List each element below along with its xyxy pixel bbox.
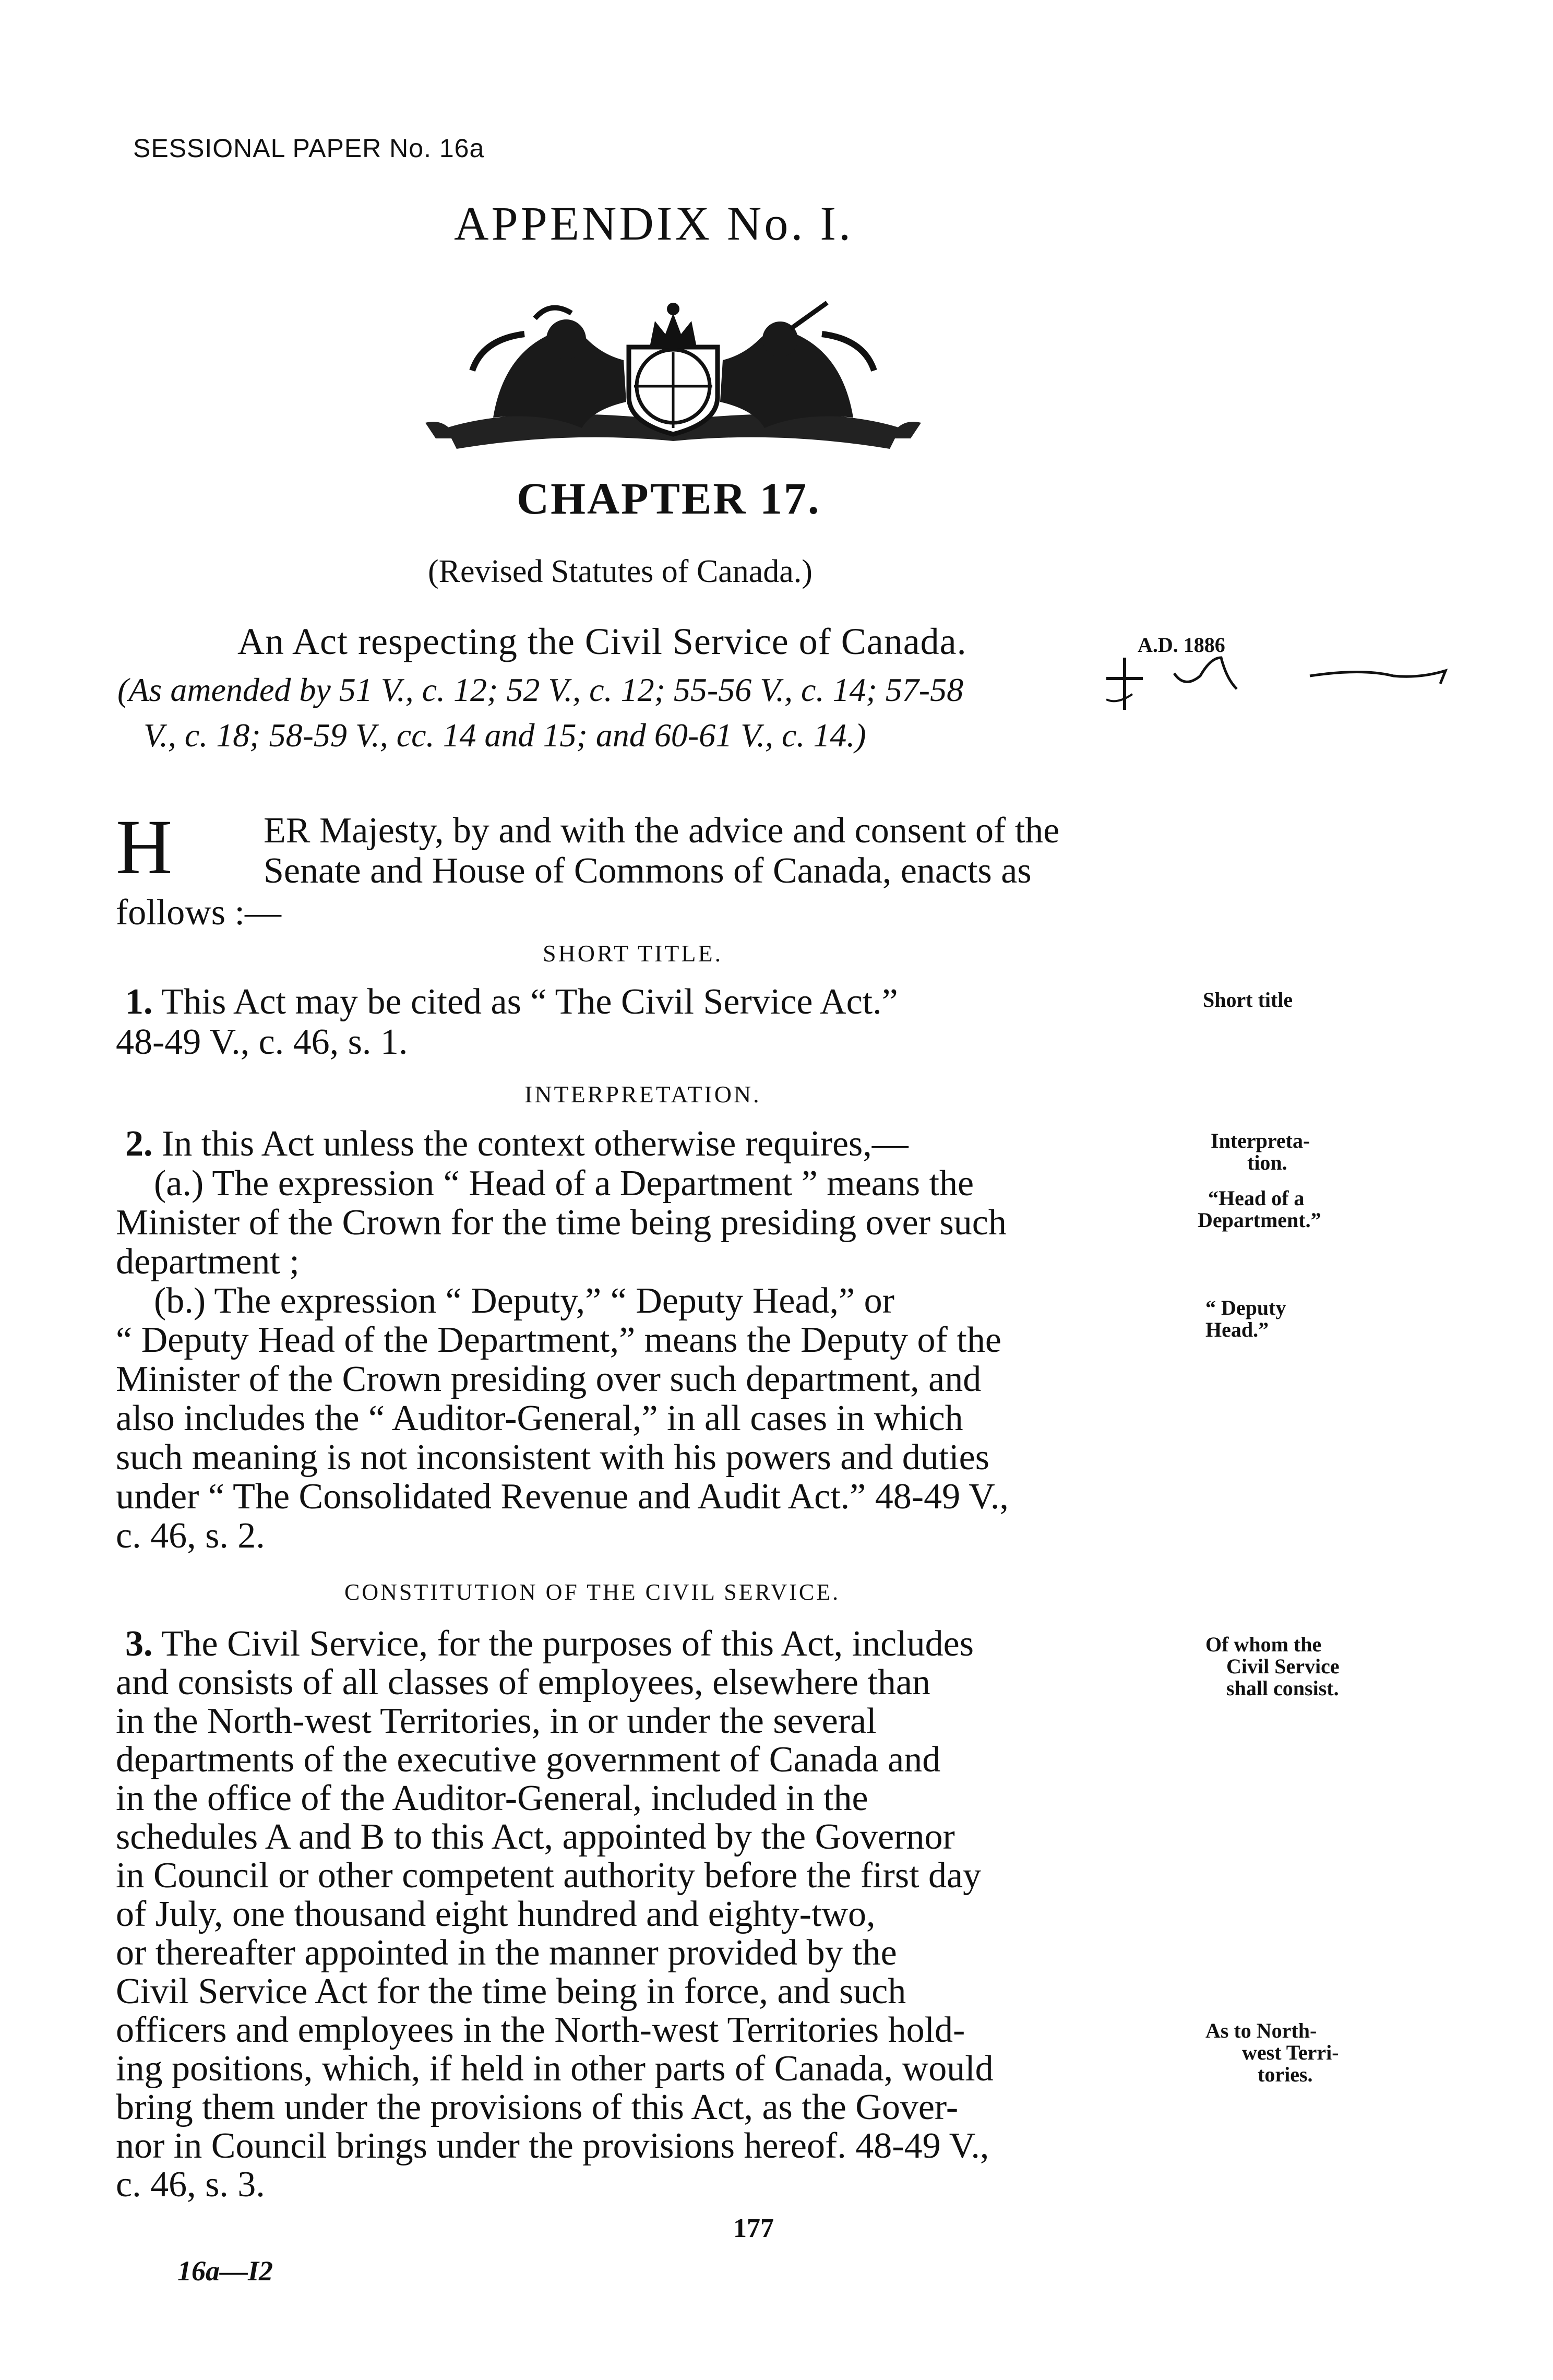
margin-note-short-title: Short title [1203, 988, 1293, 1011]
section-2-line-9: such meaning is not inconsistent with his powers and duties [116, 1437, 989, 1478]
margin-note-line: tories. [1258, 2063, 1313, 2086]
section-3-line-15: c. 46, s. 3. [116, 2164, 265, 2205]
margin-note-north-west [1205, 2020, 1339, 2086]
section-1-number: 1. [125, 982, 153, 1022]
chapter-title: CHAPTER 17. [517, 473, 821, 523]
margin-note-line: “Head of a [1208, 1186, 1305, 1210]
margin-note-line: tion. [1247, 1151, 1287, 1174]
section-2-line-1 [125, 1123, 909, 1165]
section-2-line-7: Minister of the Crown presiding over such department, and [116, 1359, 982, 1399]
margin-note-line: Civil Service [1226, 1655, 1340, 1678]
amendment-note-line-1: (As amended by 51 V., c. 12; 52 V., c. 12; 55-56 V., c. 14; 57-58 [117, 671, 964, 708]
section-2-line-3: Minister of the Crown for the time being presiding over such [116, 1203, 1007, 1243]
royal-coat-of-arms-icon [415, 298, 931, 459]
section-3-line-11: officers and employees in the North-west Territories hold- [116, 2010, 965, 2050]
margin-note-line: west Terri- [1242, 2041, 1339, 2064]
chapter-subtitle: (Revised Statutes of Canada.) [428, 554, 813, 589]
section-3-line-6: schedules A and B to this Act, appointed by the Governor [116, 1817, 955, 1857]
appendix-title: APPENDIX No. I. [454, 197, 853, 250]
section-1-text: This Act may be cited as “ The Civil Service Act.” [161, 982, 898, 1022]
enacting-clause-line-2: Senate and House of Commons of Canada, enacts as [264, 851, 1032, 891]
section-2-line-8: also includes the “ Auditor-General,” in all cases in which [116, 1398, 963, 1438]
section-2-number: 2. [125, 1124, 153, 1164]
drop-cap-letter: H [116, 804, 173, 890]
margin-note-line: Department.” [1198, 1208, 1321, 1232]
section-2-intro: In this Act unless the context otherwise requires,— [162, 1124, 909, 1164]
section-2-line-2: (a.) The expression “ Head of a Department ” means the [154, 1163, 974, 1204]
section-3-line-12: ing positions, which, if held in other parts of Canada, would [116, 2049, 994, 2089]
section-3-line-2: and consists of all classes of employees, elsewhere than [116, 1662, 930, 1703]
margin-note-line: Of whom the [1205, 1633, 1322, 1656]
margin-note-head-of-department [1198, 1187, 1321, 1231]
section-3-line-9: or thereafter appointed in the manner provided by the [116, 1933, 897, 1973]
margin-note-line: “ Deputy [1205, 1296, 1286, 1319]
section-3-line-13: bring them under the provisions of this Act, as the Gover- [116, 2087, 959, 2127]
act-date: A.D. 1886 [1138, 633, 1225, 657]
section-3-number: 3. [125, 1624, 153, 1664]
section-2-line-10: under “ The Consolidated Revenue and Audit Act.” 48-49 V., [116, 1477, 1009, 1517]
section-2-line-6: “ Deputy Head of the Department,” means the Deputy of the [116, 1320, 1001, 1360]
section-3-line-4: departments of the executive government of Canada and [116, 1740, 941, 1780]
enacting-clause-line-3: follows :— [116, 892, 281, 933]
section-1-line-2: 48-49 V., c. 46, s. 1. [116, 1022, 408, 1062]
section-3-line-8: of July, one thousand eight hundred and eighty-two, [116, 1894, 876, 1934]
section-3-line-7: in Council or other competent authority before the first day [116, 1855, 982, 1896]
section-1-line-1 [125, 981, 898, 1023]
heading-short-title: SHORT TITLE. [543, 940, 723, 967]
page-number: 177 [733, 2214, 774, 2243]
margin-note-deputy-head [1205, 1297, 1286, 1341]
section-2-line-11: c. 46, s. 2. [116, 1516, 265, 1556]
section-3-line-10: Civil Service Act for the time being in force, and such [116, 1971, 906, 2012]
act-title: An Act respecting the Civil Service of Canada. [237, 621, 967, 662]
footer-code: 16a—I2 [177, 2255, 273, 2287]
section-3-line-14: nor in Council brings under the provisions hereof. 48-49 V., [116, 2126, 989, 2166]
margin-note-line: shall consist. [1226, 1676, 1339, 1700]
margin-note-line: Head.” [1205, 1318, 1269, 1341]
enacting-clause-line-1: ER Majesty, by and with the advice and consent of the [264, 811, 1060, 851]
section-2-line-5: (b.) The expression “ Deputy,” “ Deputy Head,” or [154, 1281, 894, 1321]
sessional-paper-header: SESSIONAL PAPER No. 16a [133, 134, 485, 163]
amendment-note-line-2: V., c. 18; 58-59 V., cc. 14 and 15; and 60-61 V., c. 14.) [144, 717, 866, 754]
section-3-intro: The Civil Service, for the purposes of this Act, includes [161, 1624, 974, 1664]
handwritten-mark-icon [1101, 647, 1519, 725]
section-3-line-3: in the North-west Territories, in or under the several [116, 1701, 877, 1741]
margin-note-of-whom [1205, 1634, 1340, 1699]
section-2-line-4: department ; [116, 1242, 300, 1282]
margin-note-line: As to North- [1205, 2019, 1317, 2042]
margin-note-line: Interpreta- [1211, 1129, 1310, 1152]
heading-constitution: CONSTITUTION OF THE CIVIL SERVICE. [344, 1579, 841, 1605]
heading-interpretation: INTERPRETATION. [524, 1081, 761, 1108]
section-3-line-5: in the office of the Auditor-General, included in the [116, 1778, 868, 1818]
section-3-line-1 [125, 1623, 974, 1665]
margin-note-interpretation [1211, 1130, 1310, 1174]
